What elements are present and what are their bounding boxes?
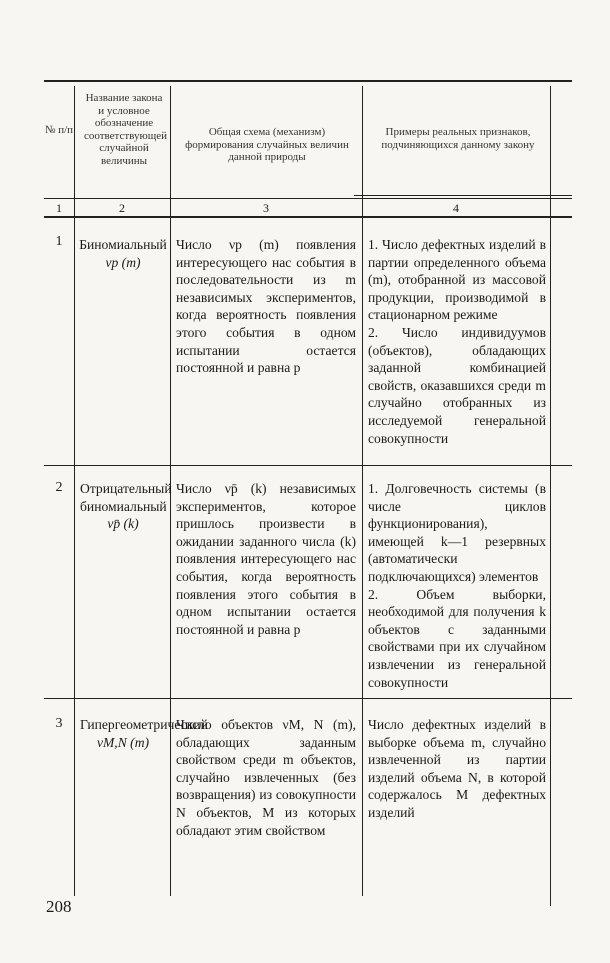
page-number: 208: [46, 897, 72, 916]
column-number: 3: [263, 201, 269, 215]
example-item: 2. Объем выборки, необходимой для получения k объектов с заданными свойствами при их случайном извлечении из генеральной совокупности: [368, 586, 546, 690]
column-number: 4: [453, 201, 459, 215]
example-item: 1. Число дефектных изделий в партии определенного объема (m), отобранной из массовой продукции, производимой в стационарном режиме: [368, 237, 546, 323]
examples-cell: [368, 236, 546, 447]
example-item: Число дефектных изделий в выборке объема m, случайно извлеченной из партии изделий объема N, в которой содержалось M дефектных изделий: [368, 717, 546, 820]
examples-cell: [368, 716, 546, 822]
law-symbol: νM,N (m): [96, 734, 150, 750]
examples-cell: [368, 480, 546, 691]
row-number: 3: [55, 716, 63, 731]
header-law-name: Название закона и условное обозначение соответствующей случайной величины: [84, 92, 167, 167]
law-name-text: Гипергеометрический: [80, 717, 208, 732]
column-number: 2: [119, 201, 125, 215]
row-number: 2: [55, 480, 63, 495]
scheme-text: Число νp (m) появления интересующего нас события в последовательности из m независимых экспериментов, когда вероятность появления этого события в одном испытании остается постоянной и равна p: [176, 237, 356, 376]
example-item: 1. Долговечность системы (в числе циклов функционирования), имеющей k—1 резервных (автоматически подключающихся) элементов: [368, 481, 546, 584]
law-name-text: Биномиальный: [79, 237, 167, 252]
law-name-text: Отрицательный биномиальный: [80, 481, 172, 514]
scheme-text: Число объектов νM, N (m), обладающих заданным свойством среди m объектов, случайно извлеченных (без возвращения) из совокупности N объектов, M из которых обладают этим свойством: [176, 717, 356, 838]
law-symbol: νp̄ (k): [107, 516, 139, 531]
law-name: [76, 236, 170, 271]
header-examples: Примеры реальных признаков, подчиняющихся данному закону: [381, 126, 535, 151]
header-num: № п/п: [44, 124, 74, 136]
law-name: [80, 480, 172, 533]
column-number: 1: [56, 201, 62, 215]
header-scheme: Общая схема (механизм) формирования случайных величин данной природы: [185, 126, 349, 163]
scheme-text: Число νp̄ (k) независимых экспериментов, которое пришлось произвести в ожидании заданного числа (k) появления интересующего нас события, когда вероятность появления этого события в одном испытании остается постоянной и равна p: [176, 481, 356, 637]
row-number: 1: [55, 234, 63, 249]
law-symbol: νp (m): [105, 254, 141, 270]
example-item: 2. Число индивидуумов (объектов), обладающих заданной комбинацией свойств, оказавшихся среди m случайно отобранных из исследуемой генеральной совокупности: [368, 324, 546, 446]
law-name: [80, 716, 208, 751]
